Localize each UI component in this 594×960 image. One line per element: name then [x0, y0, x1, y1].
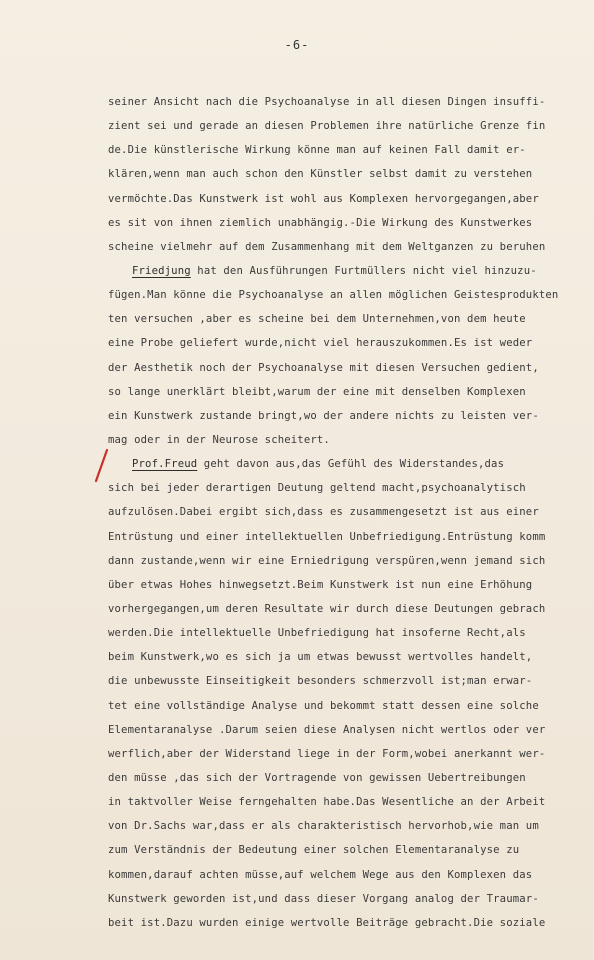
text-line: [108, 525, 590, 549]
text-line: [108, 452, 590, 476]
text-line: [108, 162, 590, 186]
speaker-name: Prof.Freud: [132, 458, 198, 471]
text-line: [108, 669, 590, 693]
text-line: [108, 500, 590, 524]
text-line: [108, 863, 590, 887]
text-line: [108, 621, 590, 645]
line-text: werden.Die intellektuelle Unbefriedigung hat insoferne Recht,als: [108, 627, 526, 640]
line-text: eine Probe geliefert wurde,nicht viel herauszukommen.Es ist weder: [108, 337, 533, 350]
line-text: kommen,darauf achten müsse,auf welchem Wege aus den Komplexen das: [108, 868, 533, 881]
text-line: [108, 573, 590, 597]
text-line: [108, 645, 590, 669]
line-text: scheine vielmehr auf dem Zusammenhang mit dem Weltganzen zu beruhen: [108, 240, 546, 253]
text-line: [108, 742, 590, 766]
text-line: [108, 283, 590, 307]
text-line: [108, 476, 590, 500]
line-text: Entrüstung und einer intellektuellen Unbefriedigung.Entrüstung komm: [108, 530, 546, 543]
text-line: [108, 597, 590, 621]
text-line: [108, 235, 590, 259]
line-text: Kunstwerk geworden ist,und dass dieser Vorgang analog der Traumar-: [108, 892, 539, 905]
text-line: [108, 331, 590, 355]
line-text: vorhergegangen,um deren Resultate wir durch diese Deutungen gebrach: [108, 602, 546, 615]
text-line: [108, 428, 590, 452]
line-text: vermöchte.Das Kunstwerk ist wohl aus Komplexen hervorgegangen,aber: [108, 192, 539, 205]
line-text: der Aesthetik noch der Psychoanalyse mit diesen Versuchen gedient,: [108, 361, 539, 374]
text-line: [108, 887, 590, 911]
line-text: über etwas Hohes hinwegsetzt.Beim Kunstwerk ist nun eine Erhöhung: [108, 578, 533, 591]
text-line: [108, 114, 590, 138]
line-text: tet eine vollständige Analyse und bekommt statt dessen eine solche: [108, 699, 539, 712]
line-text: die unbewusste Einseitigkeit besonders schmerzvoll ist;man erwar-: [108, 675, 533, 688]
line-text: in taktvoller Weise ferngehalten habe.Das Wesentliche an der Arbeit: [108, 796, 546, 809]
body-text: [108, 90, 590, 935]
speaker-name: Friedjung: [132, 264, 191, 277]
text-line: [108, 790, 590, 814]
text-line: [108, 766, 590, 790]
text-line: [108, 259, 590, 283]
line-text: hat den Ausführungen Furtmüllers nicht viel hinzuzu-: [190, 264, 537, 277]
text-line: [108, 911, 590, 935]
line-text: so lange unerklärt bleibt,warum der eine mit denselben Komplexen: [108, 385, 526, 398]
line-text: zum Verständnis der Bedeutung einer solchen Elementaranalyse zu: [108, 844, 520, 857]
line-text: beim Kunstwerk,wo es sich ja um etwas bewusst wertvolles handelt,: [108, 651, 533, 664]
line-text: fügen.Man könne die Psychoanalyse an allen möglichen Geistesprodukten: [108, 289, 559, 302]
text-line: [108, 404, 590, 428]
line-text: werflich,aber der Widerstand liege in der Form,wobei anerkannt wer-: [108, 747, 546, 760]
line-text: beit ist.Dazu wurden einige wertvolle Beiträge gebracht.Die soziale: [108, 916, 546, 929]
line-text: dann zustande,wenn wir eine Erniedrigung verspüren,wenn jemand sich: [108, 554, 546, 567]
text-line: [108, 307, 590, 331]
line-text: aufzulösen.Dabei ergibt sich,dass es zusammengesetzt ist aus einer: [108, 506, 539, 519]
text-line: [108, 694, 590, 718]
text-line: [108, 549, 590, 573]
line-text: seiner Ansicht nach die Psychoanalyse in all diesen Dingen insuffi-: [108, 96, 546, 108]
text-line: [108, 814, 590, 838]
line-text: klären,wenn man auch schon den Künstler selbst damit zu verstehen: [108, 168, 533, 181]
text-line: [108, 187, 590, 211]
text-line: [108, 138, 590, 162]
line-text: ten versuchen ,aber es scheine bei dem Unternehmen,von dem heute: [108, 313, 526, 326]
text-line: [108, 718, 590, 742]
line-text: von Dr.Sachs war,dass er als charakteristisch hervorhob,wie man um: [108, 820, 539, 833]
text-line: [108, 838, 590, 862]
text-line: [108, 356, 590, 380]
line-text: sich bei jeder derartigen Deutung geltend macht,psychoanalytisch: [108, 482, 526, 495]
text-line: [108, 90, 590, 114]
line-text: zient sei und gerade an diesen Problemen ihre natürliche Grenze fin: [108, 120, 546, 133]
page-number: -6-: [284, 38, 310, 52]
line-text: geht davon aus,das Gefühl des Widerstandes,das: [197, 458, 505, 471]
line-text: mag oder in der Neurose scheitert.: [108, 433, 330, 446]
line-text: den müsse ,das sich der Vortragende von gewissen Uebertreibungen: [108, 771, 526, 784]
text-line: [108, 380, 590, 404]
line-text: de.Die künstlerische Wirkung könne man auf keinen Fall damit er-: [108, 144, 526, 157]
line-text: ein Kunstwerk zustande bringt,wo der andere nichts zu leisten ver-: [108, 409, 539, 422]
text-line: [108, 211, 590, 235]
line-text: es sit von ihnen ziemlich unabhängig.-Die Wirkung des Kunstwerkes: [108, 216, 533, 229]
line-text: Elementaranalyse .Darum seien diese Analysen nicht wertlos oder ver: [108, 723, 546, 736]
